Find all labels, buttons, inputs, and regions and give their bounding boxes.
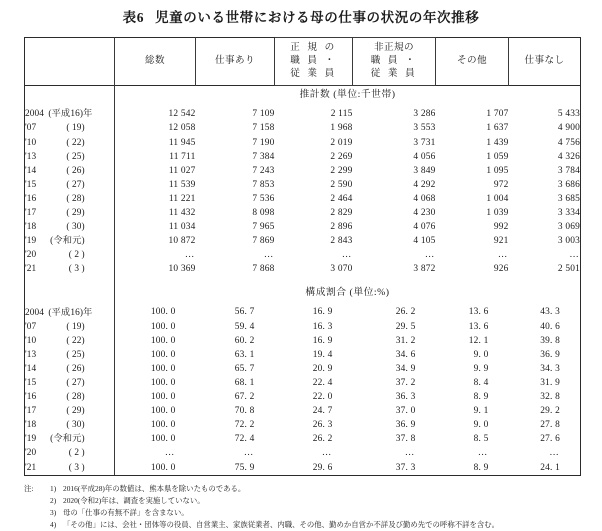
- cell-nonregular: 37. 3: [353, 461, 436, 476]
- cell-other: 926: [493, 264, 509, 275]
- row-year-label: '15 ( 27): [25, 377, 115, 391]
- table-row: [25, 377, 581, 391]
- cell-regular: 19. 4: [312, 349, 333, 360]
- header-label-no-job: 仕事なし: [524, 55, 565, 67]
- row-year-label: 2004 (平成16)年: [25, 108, 115, 122]
- page-title: [0, 0, 602, 26]
- cell-total: 12 542: [168, 109, 196, 120]
- note-item: [24, 495, 602, 507]
- table-row: [25, 306, 581, 320]
- cell-total: 100. 0: [150, 434, 176, 445]
- table-row: [25, 320, 581, 334]
- cell-total: 11 711: [169, 151, 196, 162]
- cell-total: 11 034: [168, 222, 196, 233]
- cell-nonregular: 34. 6: [395, 349, 416, 360]
- cell-total: 10 369: [168, 264, 196, 275]
- table-row: [25, 249, 581, 263]
- cell-nonregular: 4 230: [413, 208, 436, 218]
- header-cell-total: [115, 38, 196, 86]
- cell-with-job: 75. 9: [196, 461, 275, 476]
- cell-nonregular: 26. 2: [395, 307, 416, 318]
- table-row: [25, 405, 581, 419]
- header-cell-regular-employee: [275, 38, 353, 86]
- cell-with-job: …: [243, 448, 255, 459]
- cell-total: 100. 0: [150, 420, 176, 431]
- row-year-label: '07 ( 19): [25, 320, 115, 334]
- cell-no-job: 27. 6: [509, 433, 581, 447]
- cell-regular: 16. 3: [312, 321, 333, 332]
- cell-no-job: 36. 9: [509, 348, 581, 362]
- cell-regular: …: [341, 250, 353, 261]
- note-text: 母の「仕事の有無不詳」を含まない。: [63, 508, 189, 518]
- cell-other: 1 707: [486, 109, 509, 120]
- cell-other: 9. 0: [473, 420, 489, 431]
- table-container: [24, 37, 580, 476]
- cell-nonregular: 4 292: [413, 179, 436, 190]
- table-row: [25, 108, 581, 122]
- row-year-label: '10 ( 22): [25, 136, 115, 150]
- cell-nonregular: …: [424, 250, 436, 261]
- row-year-label: '19 (令和元): [25, 235, 115, 249]
- row-year-label: '19 (令和元): [25, 433, 115, 447]
- cell-no-job: 3 784: [509, 164, 581, 178]
- cell-with-job: 7 868: [252, 264, 275, 275]
- cell-total: …: [184, 250, 196, 261]
- cell-total: 11 432: [168, 208, 196, 218]
- header-cell-no-job: [509, 38, 581, 86]
- cell-other: 8. 9: [436, 461, 509, 476]
- cell-other: 992: [493, 222, 509, 233]
- cell-with-job: 72. 2: [234, 420, 255, 431]
- row-year-label: '17 ( 29): [25, 207, 115, 221]
- cell-no-job: 39. 8: [509, 334, 581, 348]
- table-row: [25, 136, 581, 150]
- row-year-label: '20 ( 2 ): [25, 447, 115, 461]
- cell-nonregular: 4 105: [413, 236, 436, 247]
- cell-nonregular: 37. 2: [395, 377, 416, 388]
- cell-total: 10 872: [168, 236, 196, 247]
- cell-regular: 2 896: [330, 222, 353, 233]
- cell-regular: 22. 0: [312, 392, 333, 403]
- table-row: [25, 122, 581, 136]
- note-text: 2016(平成28)年の数値は、熊本県を除いたものである。: [63, 484, 246, 494]
- cell-other: 1 004: [486, 193, 509, 204]
- header-label-nonregular-line3: 従 業 員: [370, 67, 418, 79]
- cell-nonregular: 36. 3: [395, 392, 416, 403]
- cell-no-job: 3 686: [509, 178, 581, 192]
- table-number: 表6: [122, 10, 145, 25]
- cell-total: 11 539: [168, 179, 196, 190]
- cell-no-job: 3 069: [509, 221, 581, 235]
- note-number: 3): [50, 508, 57, 518]
- cell-regular: 16. 9: [312, 307, 333, 318]
- cell-regular: 24. 7: [312, 406, 333, 417]
- cell-with-job: …: [263, 250, 275, 261]
- header-label-nonregular-line1: 非正規の: [374, 42, 414, 54]
- note-item: [24, 519, 602, 531]
- cell-with-job: 7 109: [252, 109, 275, 120]
- section-title-estimated: 推計数 (単位:千世帯): [115, 86, 581, 104]
- cell-nonregular: 37. 8: [395, 434, 416, 445]
- cell-nonregular: 36. 9: [395, 420, 416, 431]
- cell-other: 13. 6: [468, 321, 489, 332]
- cell-with-job: 56. 7: [234, 307, 255, 318]
- cell-with-job: 7 536: [252, 193, 275, 204]
- section-title-percent: 構成割合 (単位:%): [115, 284, 581, 301]
- cell-other: 8. 4: [473, 377, 489, 388]
- cell-no-job: 43. 3: [509, 306, 581, 320]
- cell-with-job: 68. 1: [234, 377, 255, 388]
- row-year-label: '17 ( 29): [25, 405, 115, 419]
- table-row: [25, 150, 581, 164]
- cell-with-job: 7 965: [252, 222, 275, 233]
- cell-regular: 2 019: [330, 137, 353, 148]
- row-year-label: '13 ( 25): [25, 150, 115, 164]
- cell-other: 1 059: [486, 151, 509, 162]
- cell-nonregular: 3 849: [413, 165, 436, 176]
- cell-nonregular: 4 068: [413, 193, 436, 204]
- row-year-label: '15 ( 27): [25, 178, 115, 192]
- note-number: 1): [50, 484, 57, 494]
- spacer: [25, 277, 581, 284]
- table-row: [25, 235, 581, 249]
- row-year-label: '18 ( 30): [25, 419, 115, 433]
- row-year-label: '20 ( 2 ): [25, 249, 115, 263]
- cell-nonregular: 3 553: [413, 123, 436, 134]
- cell-total: 100. 0: [150, 363, 176, 374]
- cell-nonregular: …: [404, 448, 416, 459]
- cell-other: 9. 9: [473, 363, 489, 374]
- note-number: 2): [50, 496, 57, 506]
- header-label-total: 総数: [145, 55, 165, 67]
- table-header-row: [25, 38, 581, 86]
- section-band-estimated: [25, 86, 581, 104]
- cell-with-job: 72. 4: [234, 434, 255, 445]
- row-year-label: '13 ( 25): [25, 348, 115, 362]
- row-year-label: '21 ( 3 ): [25, 263, 115, 277]
- table-notes: [24, 483, 602, 531]
- table-row: [25, 363, 581, 377]
- cell-with-job: 59. 4: [234, 321, 255, 332]
- cell-no-job: 27. 8: [509, 419, 581, 433]
- cell-total: 100. 0: [150, 307, 176, 318]
- header-cell-other: [436, 38, 509, 86]
- cell-nonregular: 3 731: [413, 137, 436, 148]
- table-title-text: 児童のいる世帯における母の仕事の状況の年次推移: [155, 10, 480, 25]
- table-row: [25, 391, 581, 405]
- cell-total: 100. 0: [150, 321, 176, 332]
- cell-no-job: 29. 2: [509, 405, 581, 419]
- cell-other: 921: [493, 236, 509, 247]
- cell-no-job: …: [509, 249, 581, 263]
- cell-regular: 3 070: [330, 264, 353, 275]
- cell-no-job: 34. 3: [509, 363, 581, 377]
- note-item: [24, 507, 602, 519]
- table-row: [25, 348, 581, 362]
- cell-with-job: 70. 8: [234, 406, 255, 417]
- cell-no-job: 4 756: [509, 136, 581, 150]
- cell-regular: 26. 3: [312, 420, 333, 431]
- row-year-label: '16 ( 28): [25, 391, 115, 405]
- table-row: [25, 221, 581, 235]
- cell-no-job: 2 501: [509, 263, 581, 277]
- cell-total: 100. 0: [150, 335, 176, 346]
- cell-no-job: 32. 8: [509, 391, 581, 405]
- header-label-regular-line3: 従 業 員: [290, 67, 337, 79]
- cell-other: …: [477, 448, 489, 459]
- cell-nonregular: 34. 9: [395, 363, 416, 374]
- cell-no-job: …: [509, 447, 581, 461]
- row-year-label: '07 ( 19): [25, 122, 115, 136]
- cell-with-job: 67. 2: [234, 392, 255, 403]
- cell-other: 1 637: [486, 123, 509, 134]
- cell-with-job: 8 098: [252, 208, 275, 218]
- row-year-label: '18 ( 30): [25, 221, 115, 235]
- cell-no-job: 4 326: [509, 150, 581, 164]
- cell-nonregular: 29. 5: [395, 321, 416, 332]
- cell-regular: 2 464: [330, 193, 353, 204]
- notes-label: 注:: [24, 484, 34, 494]
- cell-with-job: 60. 2: [234, 335, 255, 346]
- header-cell-year: [25, 38, 115, 86]
- cell-other: 1 439: [486, 137, 509, 148]
- cell-regular: 2 269: [330, 151, 353, 162]
- header-label-with-job: 仕事あり: [215, 55, 255, 67]
- cell-other: 12. 1: [468, 335, 489, 346]
- header-cell-with-job: [196, 38, 275, 86]
- cell-total: 100. 0: [150, 406, 176, 417]
- cell-other: 972: [493, 179, 509, 190]
- cell-with-job: 7 158: [252, 123, 275, 134]
- cell-nonregular: 31. 2: [395, 335, 416, 346]
- row-year-label: '14 ( 26): [25, 363, 115, 377]
- cell-no-job: 24. 1: [509, 461, 581, 476]
- cell-with-job: 7 243: [252, 165, 275, 176]
- cell-total: 100. 0: [115, 461, 196, 476]
- cell-regular: 16. 9: [312, 335, 333, 346]
- table-row: [25, 207, 581, 221]
- header-label-regular-line2: 職 員 ・: [290, 55, 337, 67]
- cell-other: 8. 5: [473, 434, 489, 445]
- cell-total: 11 027: [168, 165, 196, 176]
- cell-total: 100. 0: [150, 392, 176, 403]
- cell-regular: 2 299: [330, 165, 353, 176]
- cell-total: 12 058: [168, 123, 196, 134]
- row-year-label: '10 ( 22): [25, 334, 115, 348]
- cell-no-job: 3 685: [509, 193, 581, 207]
- cell-with-job: 7 384: [252, 151, 275, 162]
- cell-other: 1 039: [486, 208, 509, 218]
- table-row: [25, 164, 581, 178]
- table-row: [25, 447, 581, 461]
- cell-no-job: 3 334: [509, 207, 581, 221]
- cell-regular: 2 115: [330, 109, 353, 120]
- cell-with-job: 65. 7: [234, 363, 255, 374]
- cell-other: 1 095: [486, 165, 509, 176]
- cell-total: 100. 0: [150, 377, 176, 388]
- cell-other: 9. 1: [473, 406, 489, 417]
- note-item: [24, 483, 602, 495]
- cell-nonregular: 3 872: [413, 264, 436, 275]
- cell-other: 13. 6: [468, 307, 489, 318]
- cell-total: 100. 0: [150, 349, 176, 360]
- cell-total: 11 945: [168, 137, 196, 148]
- cell-total: …: [164, 448, 176, 459]
- cell-regular: 29. 6: [275, 461, 353, 476]
- cell-no-job: 31. 9: [509, 377, 581, 391]
- header-label-other: その他: [457, 55, 487, 67]
- table-row: [25, 178, 581, 192]
- cell-regular: …: [321, 448, 333, 459]
- cell-other: …: [497, 250, 509, 261]
- cell-other: 9. 0: [473, 349, 489, 360]
- row-year-label: 2004 (平成16)年: [25, 306, 115, 320]
- table-row: [25, 461, 581, 476]
- cell-regular: 1 968: [330, 123, 353, 134]
- table-row: [25, 263, 581, 277]
- table-row: [25, 334, 581, 348]
- cell-other: 8. 9: [473, 392, 489, 403]
- note-text: 「その他」には、会社・団体等の役員、自営業主、家族従業者、内職、その他、勤めか自営か不詳及び勤め先での呼称不詳を含む。: [63, 520, 500, 530]
- cell-with-job: 63. 1: [234, 349, 255, 360]
- cell-with-job: 7 853: [252, 179, 275, 190]
- row-year-label: '21 ( 3 ): [25, 461, 115, 476]
- table-row: [25, 193, 581, 207]
- table-row: [25, 419, 581, 433]
- section-band-percent: [25, 284, 581, 301]
- header-label-nonregular-line2: 職 員 ・: [370, 55, 418, 67]
- cell-with-job: 7 869: [252, 236, 275, 247]
- cell-regular: 2 843: [330, 236, 353, 247]
- cell-nonregular: 37. 0: [395, 406, 416, 417]
- header-label-regular-line1: 正 規 の: [290, 42, 337, 54]
- cell-nonregular: 4 056: [413, 151, 436, 162]
- cell-regular: 26. 2: [312, 434, 333, 445]
- cell-no-job: 40. 6: [509, 320, 581, 334]
- header-cell-nonregular-employee: [353, 38, 436, 86]
- cell-nonregular: 4 076: [413, 222, 436, 233]
- cell-with-job: 7 190: [252, 137, 275, 148]
- cell-regular: 2 590: [330, 179, 353, 190]
- cell-regular: 20. 9: [312, 363, 333, 374]
- cell-nonregular: 3 286: [413, 109, 436, 120]
- note-text: 2020(令和2)年は、調査を実施していない。: [63, 496, 205, 506]
- cell-no-job: 3 003: [509, 235, 581, 249]
- cell-regular: 2 829: [330, 208, 353, 218]
- table-row: [25, 433, 581, 447]
- cell-regular: 22. 4: [312, 377, 333, 388]
- cell-total: 11 221: [168, 193, 196, 204]
- note-number: 4): [50, 520, 57, 530]
- statistics-table: [24, 37, 581, 476]
- row-year-label: '16 ( 28): [25, 193, 115, 207]
- row-year-label: '14 ( 26): [25, 164, 115, 178]
- cell-no-job: 4 900: [509, 122, 581, 136]
- cell-no-job: 5 433: [509, 108, 581, 122]
